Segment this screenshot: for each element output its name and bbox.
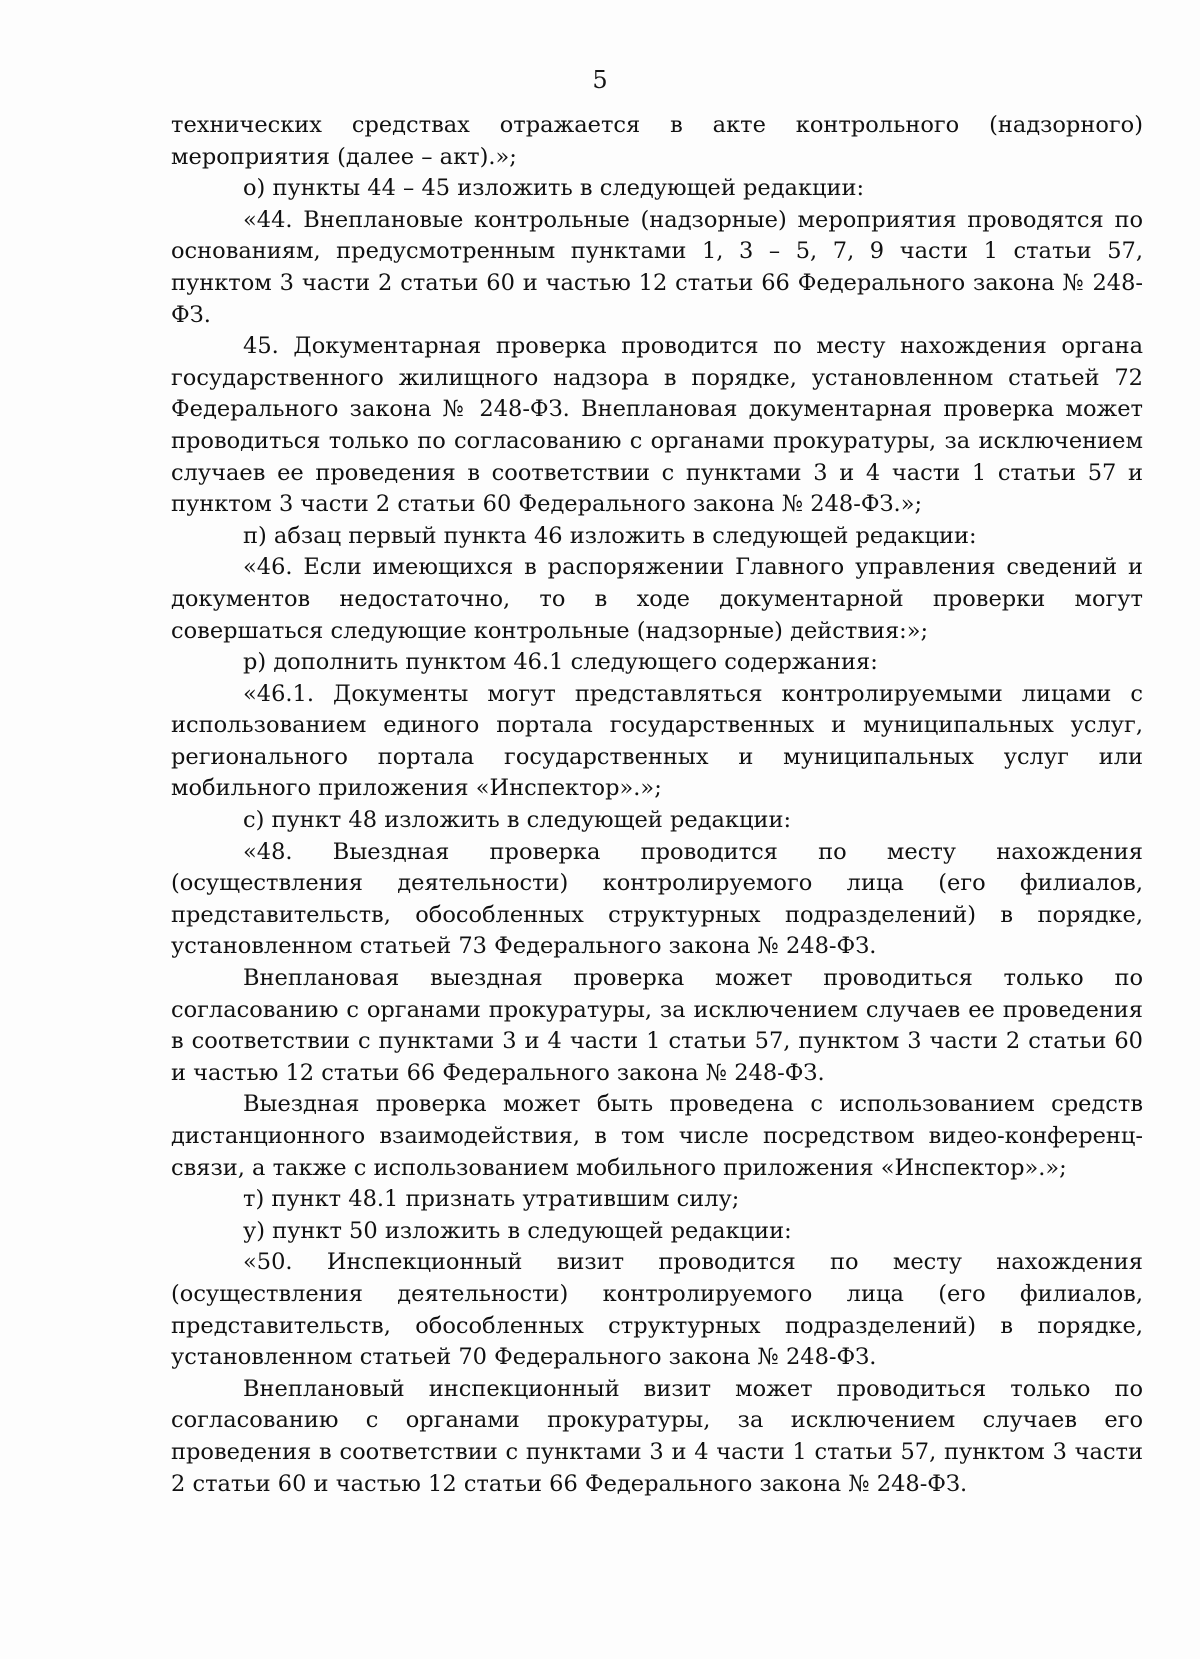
paragraph: «50. Инспекционный визит проводится по месту нахождения (осуществления деятельности) контролируемого лица (его филиалов, представительств, обособленных структурных подразделений) в порядке, установленном статьей 70 Федерального закона № 248-ФЗ.	[171, 1249, 1143, 1371]
paragraph: Внеплановая выездная проверка может проводиться только по согласованию с органами прокуратуры, за исключением случаев ее проведения в соответствии с пунктами 3 и 4 части 1 статьи 57, пунктом 3 части 2 статьи 60 и частью 12 статьи 66 Федерального закона № 248-ФЗ.	[171, 965, 1143, 1086]
page-number: 5	[592, 66, 608, 94]
paragraph: «48. Выездная проверка проводится по месту нахождения (осуществления деятельности) контролируемого лица (его филиалов, представительств, обособленных структурных подразделений) в порядке, установленном статьей 73 Федерального закона № 248-ФЗ.	[171, 838, 1143, 960]
paragraph: т) пункт 48.1 признать утратившим силу;	[243, 1186, 740, 1213]
paragraph: Выездная проверка может быть проведена с использованием средств дистанционного взаимодействия, в том числе посредством видео-конференц-связи, а также с использованием мобильного приложения «Инспектор».»;	[171, 1091, 1143, 1181]
paragraph: 45. Документарная проверка проводится по месту нахождения органа государственного жилищного надзора в порядке, установленном статьей 72 Федерального закона № 248-ФЗ. Внеплановая документарная проверка может проводиться только по согласованию с органами прокуратуры, за исключением случаев ее проведения в соответствии с пунктами 3 и 4 части 1 статьи 57 и пунктом 3 части 2 статьи 60 Федерального закона № 248-ФЗ.»;	[171, 333, 1143, 518]
paragraph: «46.1. Документы могут представляться контролируемыми лицами с использованием единого портала государственных и муниципальных услуг, регионального портала государственных и муниципальных услуг или мобильного приложения «Инспектор».»;	[171, 680, 1143, 802]
paragraph: технических средствах отражается в акте контрольного (надзорного) мероприятия (далее – акт).»;	[171, 112, 1143, 170]
paragraph: Внеплановый инспекционный визит может проводиться только по согласованию с органами прокуратуры, за исключением случаев его проведения в соответствии с пунктами 3 и 4 части 1 статьи 57, пунктом 3 части 2 статьи 60 и частью 12 статьи 66 Федерального закона № 248-ФЗ.	[171, 1375, 1143, 1497]
paragraph: «46. Если имеющихся в распоряжении Главного управления сведений и документов недостаточно, то в ходе документарной проверки могут совершаться следующие контрольные (надзорные) действия:»;	[171, 554, 1143, 644]
paragraph: у) пункт 50 изложить в следующей редакции:	[243, 1217, 792, 1244]
paragraph: п) абзац первый пункта 46 изложить в следующей редакции:	[243, 522, 977, 549]
paragraph: о) пункты 44 – 45 изложить в следующей редакции:	[243, 175, 865, 202]
paragraph: «44. Внеплановые контрольные (надзорные) мероприятия проводятся по основаниям, предусмотренным пунктами 1, 3 – 5, 7, 9 части 1 статьи 57, пунктом 3 части 2 статьи 60 и частью 12 статьи 66 Федерального закона № 248-ФЗ.	[171, 206, 1143, 328]
paragraph: р) дополнить пунктом 46.1 следующего содержания:	[243, 649, 878, 676]
document-body	[171, 110, 1143, 1500]
paragraph: с) пункт 48 изложить в следующей редакции:	[243, 807, 792, 834]
